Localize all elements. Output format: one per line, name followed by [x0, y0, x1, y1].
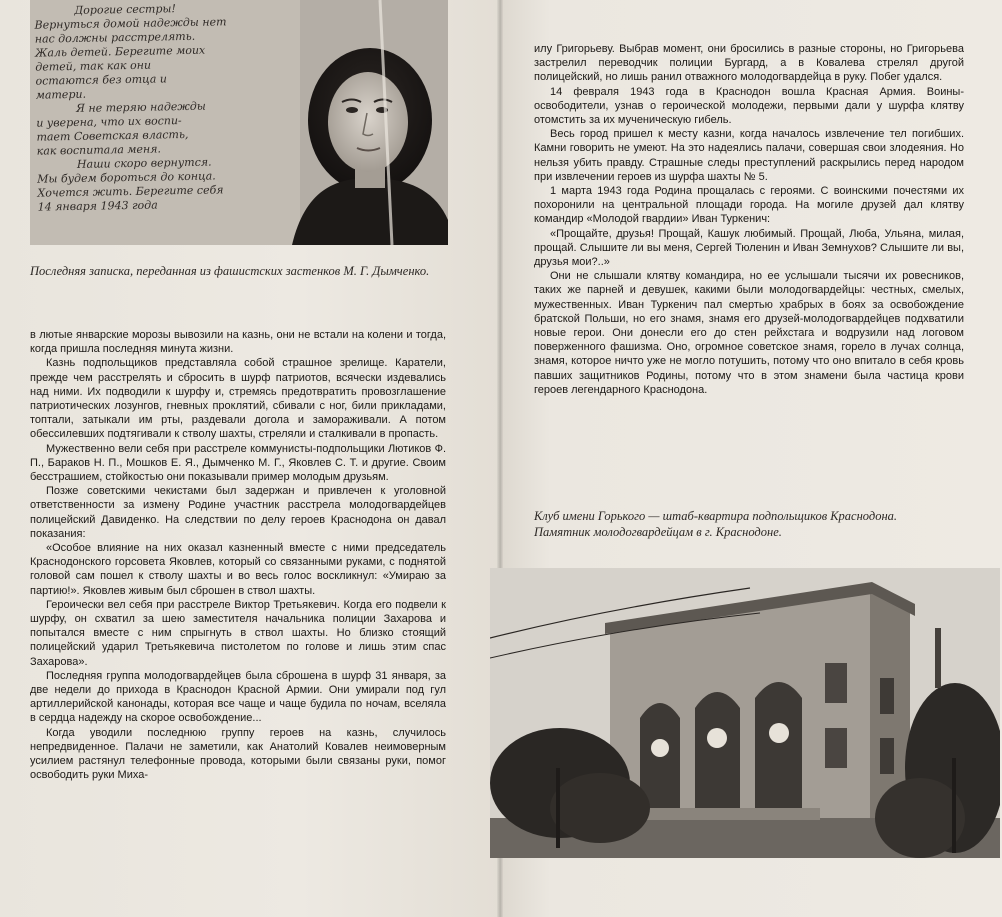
paragraph: Мужественно вели себя при расстреле коммунисты-подпольщики Лютиков Ф. П., Бараков Н. П., Мошков Е. Я., Дымченко М. Г., Яковлев С. Т. и другие. Своим бесстрашием, стойкостью они показывали пример молодым друзьям. [30, 442, 446, 484]
building-photo [490, 568, 1000, 858]
note-line: Хочется жить. Берегите себя [37, 183, 224, 200]
paragraph: «Прощайте, друзья! Прощай, Кашук любимый. Прощай, Люба, Ульяна, милая, прощай. Слышите ли вы меня, Сергей Тюленин и Иван Земнухов? Слышите ли вы, друзья мои?..» [534, 227, 964, 269]
note-line: Вернуться домой надежды нет [34, 15, 227, 32]
note-line: детей, так как они [35, 58, 152, 74]
note-line: нас должны расстрелять. [34, 29, 196, 46]
left-column [30, 328, 446, 783]
note-line: как воспитала меня. [36, 142, 162, 158]
right-column [534, 42, 964, 397]
note-line: 14 января 1943 года [37, 198, 158, 214]
building-caption-line: Клуб имени Горького — штаб-квартира подпольщиков Краснодона. [534, 509, 898, 523]
paragraph: «Особое влияние на них оказал казненный вместе с ними председатель Краснодонского горсовета Яковлев, который со связанными руками, с поднятой головой сам пошел к стволу шахты и во весь голос воскликнул: «Умираю за партию!». Яковлев живым был сброшен в ствол шахты. [30, 542, 446, 597]
paragraph: Героически вел себя при расстреле Виктор Третьякевич. Когда его подвели к шурфу, он схватил за шею заместителя начальника полиции Захарова и попытался вместе с ним спрыгнуть в ствол шахты. Но близко стоящий полицейский ударил Третьякевича пистолетом по голове и лишь этим спас Захарова». [30, 598, 446, 668]
paragraph: 14 февраля 1943 года в Краснодон вошла Красная Армия. Воины-освободители, узнав о героической молодежи, первыми дали у шурфа клятву отомстить за их мученическую гибель. [534, 85, 964, 127]
portrait-caption: Последняя записка, переданная из фашистских застенков М. Г. Дымченко. [30, 264, 430, 278]
building-caption [534, 508, 964, 540]
note-line: тает Советская власть, [36, 127, 189, 144]
portrait-photo [30, 0, 448, 245]
paragraph: в лютые январские морозы вывозили на казнь, они не встали на колени и тогда, когда пришла последняя минута жизни. [30, 329, 446, 356]
paragraph: Последняя группа молодогвардейцев была сброшена в шурф 31 января, за две недели до прихода в Краснодон Красной Армии. Они умирали под гул артиллерийской канонады, которая все чаще и чаще будила по ночам, вселяла в сердца надежду на скорое освобождение... [30, 669, 446, 725]
note-line: остаются без отца и [35, 72, 168, 88]
paragraph: Позже советскими чекистами был задержан и привлечен к уголовной ответственности за измену Родине участник расстрела молодогвардейцев полицейский Давиденко. На следствии по делу героев Краснодона он давал показания: [30, 485, 446, 540]
handwritten-note [34, 0, 338, 215]
note-line: Наши скоро вернутся. [76, 155, 212, 171]
paragraph: Когда уводили последнюю группу героев на казнь, случилось непредвиденное. Палачи не заметили, как Анатолий Ковалев неимоверным усилием растянул телефонные провода, которыми были связаны руки, помог освободить руки Миха- [30, 726, 446, 782]
note-line: Я не теряю надежды [75, 99, 206, 115]
note-line: Мы будем бороться до конца. [37, 169, 216, 186]
note-line: матери. [35, 87, 87, 102]
paragraph: Весь город пришел к месту казни, когда началось извлечение тел погибших. Камни говорить не умеют. На это надеялись палачи, совершая свои злодеяния. Но нельзя убить правду. Страшные следы преступлений раскрылись перед народом при извлечении героев из шурфа шахты № 5. [534, 128, 964, 183]
paragraph: 1 марта 1943 года Родина прощалась с героями. С воинскими почестями их похоронили на центральной площади города. На могиле друзей дал клятву командир «Молодой гвардии» Иван Туркенич: [534, 185, 964, 226]
paragraph: Казнь подпольщиков представляла собой страшное зрелище. Каратели, прежде чем расстрелять и сбросить в шурф патриотов, всячески издевались над ними. Их подводили к шурфу и, стремясь предотвратить провозглашение патриотических лозунгов, гневных проклятий, сбивали с ног, били прикладами, топтали, затыкали им рты, раздевали догола и замораживали. А потом обессилевших подтягивали к стволу шахты, стреляли и сталкивали в пропасть. [30, 357, 446, 441]
paragraph: Они не слышали клятву командира, но ее услышали тысячи их ровесников, таких же парней и девушек, какими были молодогвардейцы: честных, смелых, мужественных. Иван Туркенич пал смертью храбрых в боях за освобождение братской Польши, но его знамя, знамя его друзей-молодогвардейцев подхватили новые герои. Они донесли его до стен рейхстага и водрузили над логовом поверженного фашизма. Оно, огромное советское знамя, горело в лучах солнца, знамя, которое ничто уже не могло потушить, потому что оно впитало в себя кровь павших защитников Родины, потому что в этом знамени была частица крови героев легендарного Краснодона. [534, 270, 964, 396]
paragraph: илу Григорьеву. Выбрав момент, они бросились в разные стороны, но Григорьева застрелил переводчик полиции Бургард, а в Ковалева стрелял другой полицейский, но лишь ранил отважного молодогвардейца в руку. Побег удался. [534, 43, 964, 84]
note-line: Жаль детей. Берегите моих [34, 43, 206, 60]
building-caption-line: Памятник молодогвардейцам в г. Краснодоне. [534, 525, 782, 539]
note-line: Дорогие сестры! [74, 2, 176, 17]
building-illustration [490, 568, 1000, 858]
note-line: и уверена, что их воспи- [36, 114, 182, 130]
